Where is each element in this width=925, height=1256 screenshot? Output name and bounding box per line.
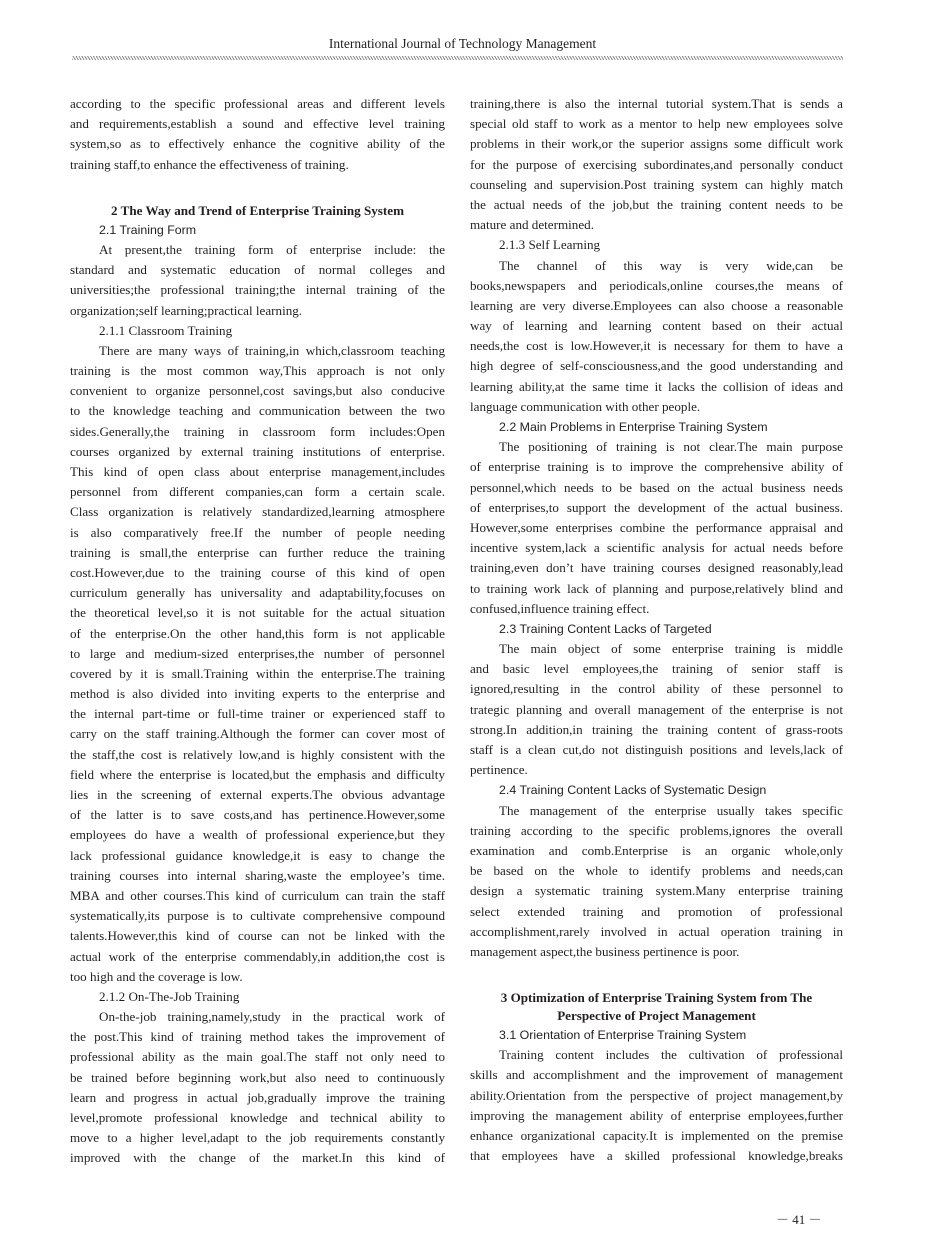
text-line: training,even don’t have training courses designed reasonably,lead [470,560,843,576]
paragraph [70,94,445,175]
text-line: to large and medium-sized enterprises,the number of personnel [70,645,445,661]
text-line: MBA and other courses.This kind of curriculum can train the staff [70,887,445,903]
text-line: Class organization is relatively standardized,learning atmosphere [70,504,445,520]
text-line: employees do have a wealth of professional experience,but they [70,827,445,843]
text-line: This kind of open class about enterprise management,includes [70,464,445,479]
text-line: covered by it is small.Training within the enterprise.The training [70,665,445,681]
text-line: of the latter is to save costs,and has pertinence.However,some [70,807,445,823]
header-rule [72,56,843,60]
page-number: － 41 － [776,1212,822,1227]
text-line: At present,the training form of enterprise include: the [99,241,445,257]
text-line: needs,the cost is low.However,it is necessary for them to have a [470,338,843,354]
text-line: method is also divided into inviting experts to the enterprise and [70,686,445,702]
text-line: convenient to organize personnel,cost savings,but also conducive [70,383,445,399]
text-line: trategic planning and overall management of the enterprise is not [470,701,843,717]
text-line: too high and the coverage is low. [70,968,243,984]
text-line: training staff,to enhance the effectiveness of training. [70,156,349,172]
paragraph [70,1007,445,1169]
text-line: of the enterprise.On the other hand,this form is not applicable [70,625,445,641]
text-line: improved with the change of the market.In this kind of [70,1150,445,1166]
text-line: curriculum generally has universality and adaptability,focuses on [70,585,445,601]
text-line: that employees have a skilled professional knowledge,breaks [470,1148,843,1164]
text-line: the actual needs of the job,but the training content needs to be [470,196,843,212]
paragraph [470,639,843,780]
text-line: confused,influence training effect. [470,600,650,616]
text-line: move to a higher level,adapt to the job requirements constantly [70,1130,445,1146]
text-line: problems in their work,or the superior assigns some difficult work [470,136,843,152]
text-line: way of learning and learning content based on their actual [470,318,843,334]
text-line: for the purpose of exercising subordinates,and personally conduct [470,156,843,172]
text-line: organization;self learning;practical learning. [70,302,303,318]
text-line: standard and systematic education of normal colleges and [70,262,445,278]
heading-line: Perspective of Project Management [557,1008,756,1024]
section-subheading: 3.1 Orientation of Enterprise Training System [499,1028,747,1043]
section-subheading: 2.1.2 On-The-Job Training [99,988,240,1004]
text-line: design a systematic training system.Many enterprise training [470,883,843,899]
paragraph [70,341,445,987]
section-subheading: 2.3 Training Content Lacks of Targeted [499,621,712,636]
text-line: special old staff to work as a mentor to help new employees solve [470,116,843,132]
section-subheading: 2.1.1 Classroom Training [99,322,233,338]
journal-title: International Journal of Technology Management [328,36,597,51]
text-line: training according to the specific problems,ignores the overall [470,822,843,838]
text-line: training is the most common way,This approach is not only [70,363,445,379]
text-line: universities;the professional training;the internal training of the [70,282,445,298]
text-line: actual work of the enterprise commendably,in addition,the cost is [70,948,445,964]
section-subheading: 2.1 Training Form [99,222,197,237]
text-line: and requirements,establish a sound and effective level training [70,116,445,132]
text-line: mature and determined. [470,217,594,233]
text-line: system,so as to effectively enhance the cognitive ability of the [70,136,445,152]
section-subheading: 2.2 Main Problems in Enterprise Training System [499,420,768,434]
text-line: However,some enterprises combine the performance appraisal and [470,519,843,535]
text-line: courses organized by external training institutions of enterprise. [70,443,445,459]
text-line: accomplishment,rarely involved in actual operation training in [470,923,843,939]
section-subheading: 2.1.3 Self Learning [499,237,601,253]
text-line: The main object of some enterprise training is middle [499,641,843,657]
text-line: sides.Generally,the training in classroom form includes:Open [70,423,445,439]
text-line: The positioning of training is not clear.The main purpose [499,439,843,455]
left-column [70,94,445,1169]
paragraph [470,437,843,619]
text-line: the post.This kind of training method takes the improvement of [70,1029,445,1045]
text-line: the internal part-time or full-time trainer or experienced staff to [70,706,445,722]
text-line: be trained before beginning work,but also need to continuously [70,1069,445,1085]
text-line: staff is a clean cut,do not distinguish positions and levels,lack of [470,742,843,757]
text-line: learn and progress in actual job,gradually improve the training [70,1089,445,1105]
text-line: training is small,the enterprise can further reduce the training [70,544,445,560]
right-column [470,94,843,1166]
text-line: management aspect,the business pertinence is poor. [470,943,740,959]
text-line: counseling and supervision.Post training system can highly match [470,176,843,192]
text-line: and basic level employees,the training of senior staff is [470,661,843,677]
text-line: ability.Orientation from the perspective of project management,by [470,1087,843,1103]
section-heading [70,202,445,220]
section-subheading: 2.4 Training Content Lacks of Systematic Design [499,783,767,798]
text-line: of enterprise training is to improve the comprehensive ability of [470,459,843,475]
text-line: be based on the whole to identify problems and needs,can [470,863,843,879]
text-line: learning ability,at the same time it lacks the collision of ideas and [470,378,843,394]
section-heading [470,989,843,1025]
text-line: professional ability as the main goal.The staff not only need to [70,1049,445,1065]
text-line: is also comparatively free.If the number of people needing [70,524,445,540]
text-line: to training work lack of planning and purpose,relatively blind and [470,580,843,596]
text-line: incentive system,lack a scientific analysis for actual needs before [470,540,843,556]
text-line: pertinence. [470,762,528,778]
text-line: personnel,which needs to be based on the actual business needs [470,479,843,495]
heading-line: 3 Optimization of Enterprise Training System from The [500,990,813,1006]
text-line: lack professional guidance knowledge,it is easy to change the [70,847,445,863]
text-line: The channel of this way is very wide,can be [499,257,843,273]
text-line: carry on the staff training.Although the former can cover most of [70,726,445,742]
text-line: Training content includes the cultivation of professional [499,1047,843,1063]
text-line: of enterprises,to support the development of the actual business. [470,499,843,515]
text-line: The management of the enterprise usually takes specific [499,802,843,818]
text-line: cost.However,due to the training course of this kind of open [70,564,445,580]
text-line: personnel from different companies,can form a certain scale. [70,484,445,500]
text-line: examination and comb.Enterprise is an organic whole,only [470,842,843,858]
text-line: to the knowledge teaching and communication between the two [70,403,445,419]
paragraph [470,801,843,963]
paragraph [470,1045,843,1166]
text-line: lies in the screening of external experts.The obvious advantage [70,787,445,802]
text-line: books,newspapers and periodicals,online courses,the means of [470,277,843,293]
text-line: There are many ways of training,in which,classroom teaching [99,342,445,358]
paragraph [470,94,843,235]
text-line: improving the management ability of enterprise employees,further [470,1107,843,1123]
text-line: ignored,resulting in the control ability of these personnel to [470,681,843,697]
text-line: training,there is also the internal tutorial system.That is sends a [470,96,843,111]
text-line: learning are very diverse.Employees can also choose a reasonable [470,297,843,313]
text-line: according to the specific professional areas and different levels [70,96,445,111]
text-line: level,promote professional knowledge and technical ability to [70,1110,445,1125]
text-line: skills and accomplishment and the improvement of management [470,1067,843,1083]
paragraph [70,240,445,321]
text-line: the staff,the cost is relatively low,and is highly consistent with the [70,746,445,762]
text-line: select extended training and promotion of professional [470,903,843,919]
text-line: field where the enterprise is located,but the emphasis and difficulty [70,766,445,782]
paragraph [470,256,843,418]
text-line: enhance organizational capacity.It is implemented on the premise [470,1128,843,1143]
text-line: systematically,its purpose is to cultivate comprehensive compound [70,908,445,924]
text-line: strong.In addition,in training the training content of grass-roots [470,721,843,737]
text-line: On-the-job training,namely,study in the practical work of [99,1009,445,1025]
heading-line: 2 The Way and Trend of Enterprise Training System [111,202,404,218]
text-line: the theoretical level,so it is not suitable for the actual situation [70,605,445,621]
text-line: language communication with other people. [470,398,701,414]
text-line: talents.However,this kind of course can not be linked with the [70,928,445,944]
text-line: training courses into internal sharing,waste the employee’s time. [70,867,445,883]
text-line: high degree of self-consciousness,and the good understanding and [470,358,843,374]
